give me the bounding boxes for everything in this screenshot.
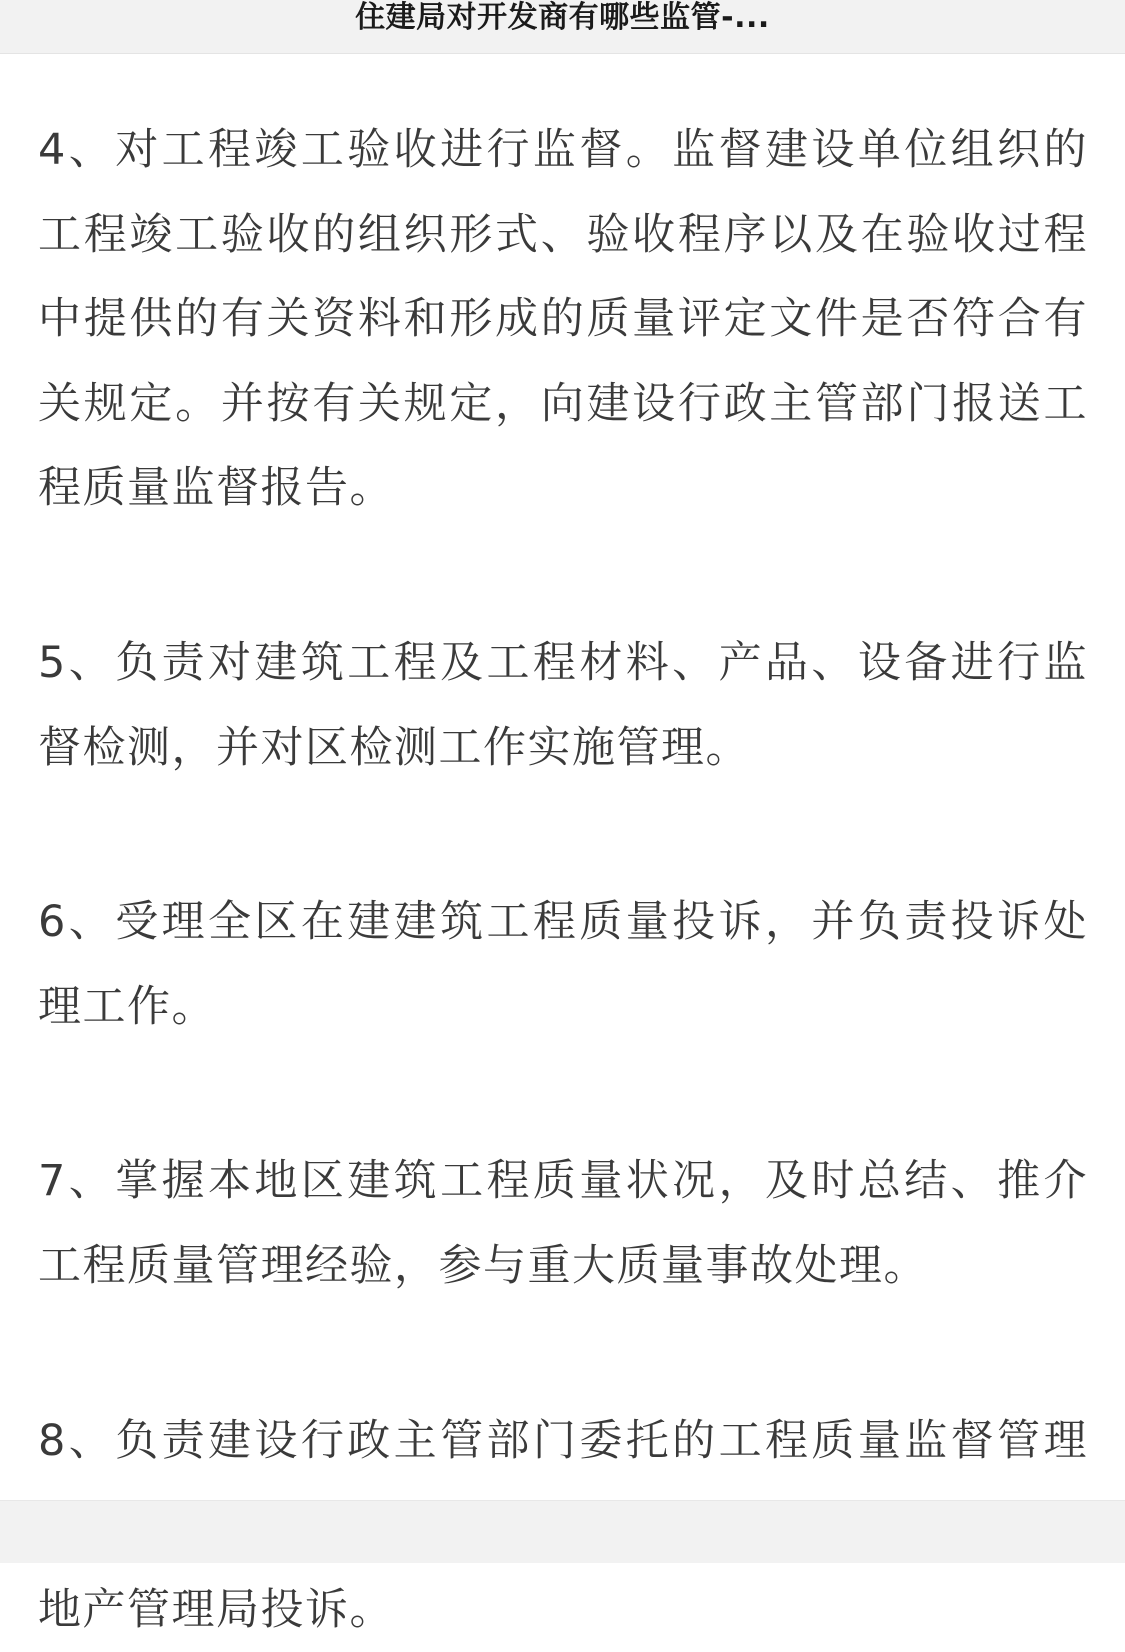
article-body [38,108,1088,1652]
bottom-bar [0,1500,1125,1563]
top-bar [0,0,1125,54]
paragraph-item-4: 4、对工程竣工验收进行监督。监督建设单位组织的工程竣工验收的组织形式、验收程序以及在验收过程中提供的有关资料和形成的质量评定文件是否符合有关规定。并按有关规定，向建设行政主管部门报送工程质量监督报告。 [38,125,1088,514]
paragraph-item-5: 5、负责对建筑工程及工程材料、产品、设备进行监督检测，并对区检测工作实施管理。 [38,637,1088,773]
paragraph-item-6: 6、受理全区在建建筑工程质量投诉，并负责投诉处理工作。 [38,897,1088,1032]
paragraph-item-7: 7、掌握本地区建筑工程质量状况，及时总结、推介工程质量管理经验，参与重大质量事故处理。 [38,1156,1088,1291]
page-title: 住建局对开发商有哪些监管-... [355,0,770,35]
paragraph-item-8: 8、负责建设行政主管部门委托的工程质量监督管理 地产管理局投诉。 [38,1415,1088,1635]
